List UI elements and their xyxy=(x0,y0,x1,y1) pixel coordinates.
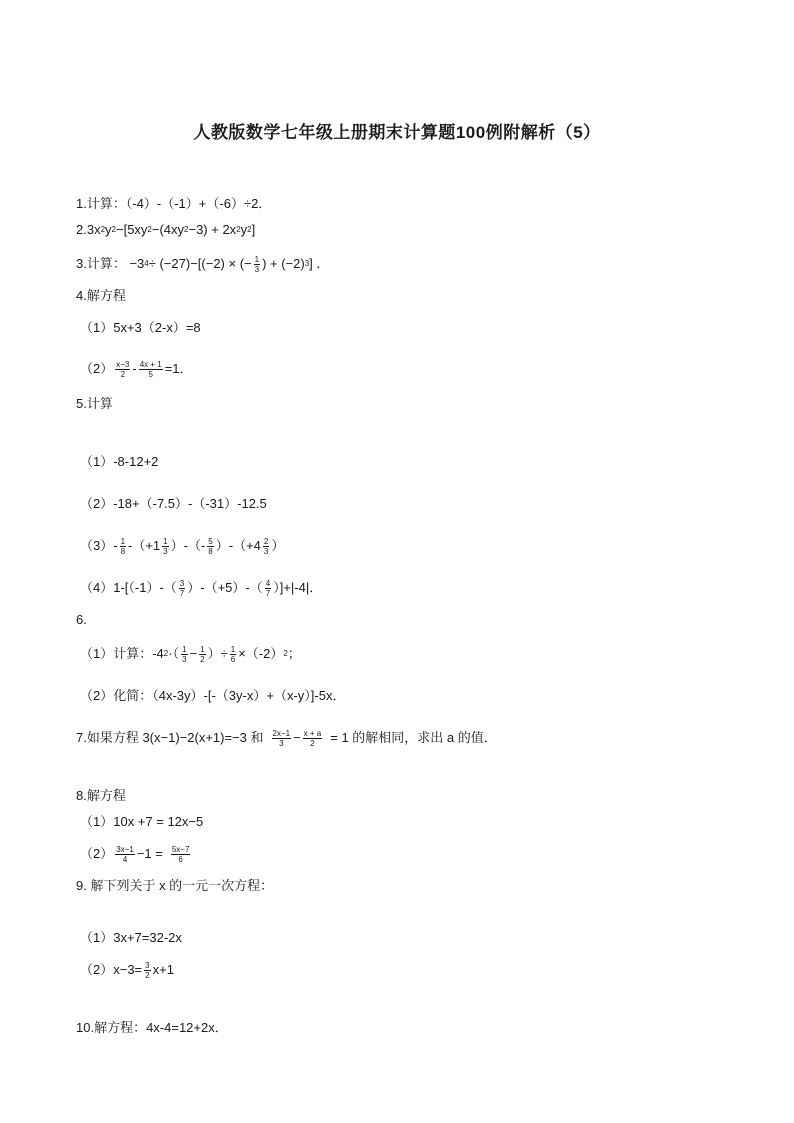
question-7: 7.如果方程 3(x−1)−2(x+1)=−3 和 $\frac{2x-1}{3}$ − $\frac{x + a}{2}$ = 1 的解相同，求出 a 的值． xyxy=(76,728,497,748)
question-10: 10.解方程：4x-4=12+2x． xyxy=(76,1020,228,1035)
question-6-heading: 6. xyxy=(76,612,87,627)
question-9-part-2: （2）x−3= $\frac{3}{2}$ x+1 xyxy=(80,960,174,980)
question-5-part-3: （3）- $\frac{1}{8}$ -（+1 $\frac{1}{3}$ ）-（- $\frac{5}{8}$ ）-（+4 $\frac{2}{3}$ ） xyxy=(80,536,285,556)
question-6-part-1: （1）计算：-4 2 ·（ $\frac{1}{3}$ − $\frac{1}{2}$ ）÷ $\frac{1}{6}$ ×（-2） 2 ； xyxy=(80,644,301,664)
question-6-part-2: （2）化简：（4x-3y）-[-（3y-x）+（x-y）]-5x． xyxy=(80,688,346,703)
page-title: 人教版数学七年级上册期末计算题100例附解析（5） xyxy=(193,123,601,142)
question-2: 2.3x 2 y 2 −[5xy 2 −(4xy 2 −3) + 2x 2 y 2 ] xyxy=(76,222,256,237)
question-8-part-2: （2） $\frac{3x-1}{4}$ −1 = $\frac{5x-7}{6}$ xyxy=(80,844,190,864)
question-3: 3.计算： −3 4 ÷ (−27)−[(−2) × (− $\frac{1}{3}$ ) + (−2) 3 ] ． xyxy=(76,254,330,274)
question-5-part-4: （4）1-[（-1）-（ $\frac{3}{7}$ ）-（+5）-（ $\frac{4}{7}$ ）]+|-4|． xyxy=(80,578,323,598)
question-9-part-1: （1）3x+7=32-2x xyxy=(80,930,182,945)
question-4-heading: 4.解方程 xyxy=(76,288,126,303)
question-5-part-1: （1）-8-12+2 xyxy=(80,454,159,469)
question-5-heading: 5.计算 xyxy=(76,396,113,411)
fraction: $\frac{1}{3}$ xyxy=(254,254,260,274)
question-8-part-1: （1）10x +7 = 12x−5 xyxy=(80,814,204,829)
question-9-heading: 9. 解下列关于 x 的一元一次方程： xyxy=(76,878,274,893)
question-4-part-1: （1）5x+3（2-x）=8 xyxy=(80,320,201,335)
question-8-heading: 8.解方程 xyxy=(76,788,126,803)
question-5-part-2: （2）-18+（-7.5）-（-31）-12.5 xyxy=(80,496,267,511)
question-4-part-2: （2） $\frac{x-3}{2}$ - $\frac{4x + 1}{5}$ =1． xyxy=(80,359,193,379)
question-1: 1.计算：（-4）-（-1）+（-6）÷2． xyxy=(76,196,272,211)
